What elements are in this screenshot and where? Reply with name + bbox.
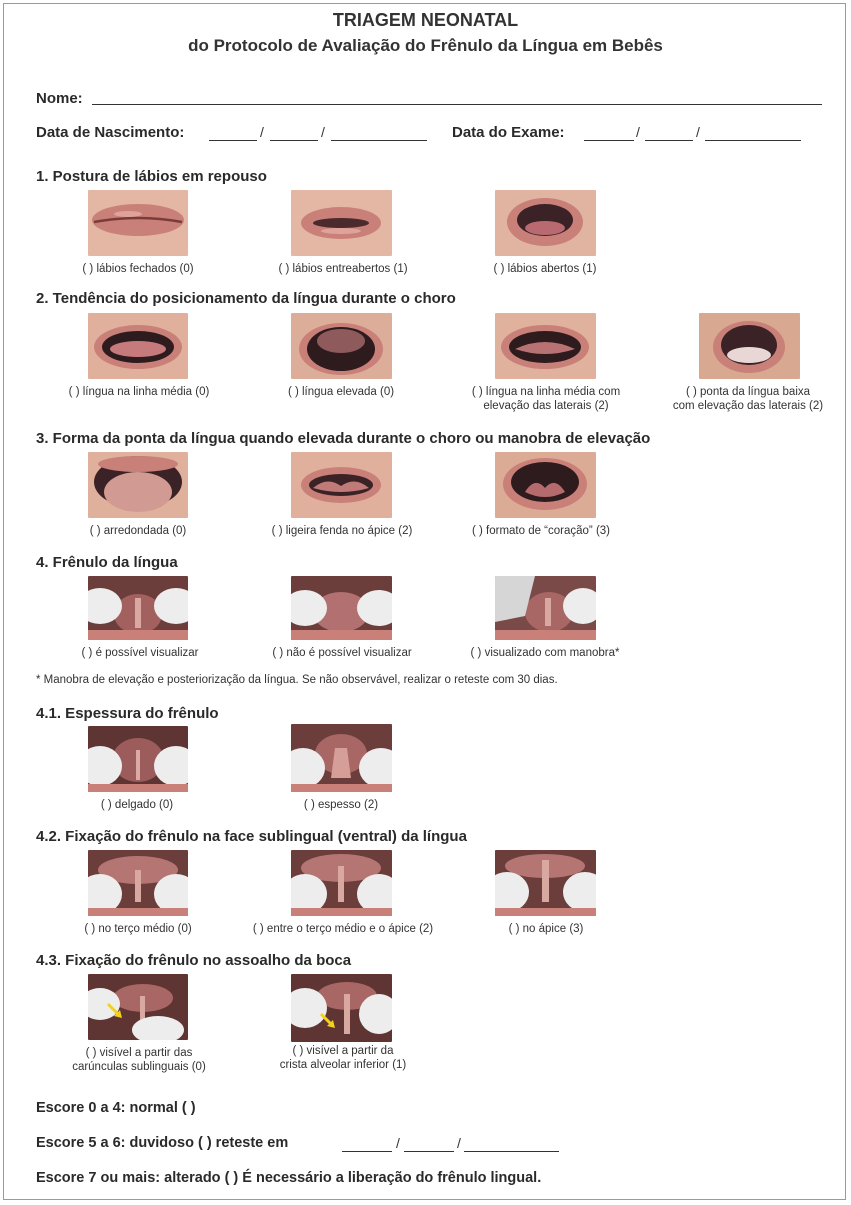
frenulum-visible-photo [88,576,188,640]
section-3-title: 3. Forma da ponta da língua quando elevada durante o choro ou manobra de elevação [36,430,651,447]
frenulum-not-visible-photo [291,576,392,640]
option-lips-parted[interactable]: ( ) lábios entreabertos (1) [278,263,408,275]
section-4-2-title: 4.2. Fixação do frênulo na face sublingual (ventral) da língua [36,828,467,845]
fixation-between-photo [291,850,392,916]
retest-year-field[interactable] [464,1151,559,1152]
retest-month-field[interactable] [404,1151,454,1152]
section-4-title: 4. Frênulo da língua [36,554,178,571]
tongue-tip-low-photo [699,313,800,379]
section-4-1-title: 4.1. Espessura do frênulo [36,705,219,722]
option-tongue-elevated[interactable]: ( ) língua elevada (0) [287,386,395,398]
tongue-lateral-elevation-photo [495,313,596,379]
option-floor-caruncles-line1[interactable]: ( ) visível a partir das [85,1047,193,1059]
name-field[interactable] [92,104,822,105]
date-separator: / [321,124,325,140]
section-1-title: 1. Postura de lábios em repouso [36,168,267,185]
frenulum-thin-photo [88,726,188,792]
form-title: TRIAGEM NEONATAL [332,10,519,30]
option-fixation-between[interactable]: ( ) entre o terço médio e o ápice (2) [252,923,434,935]
exam-day-field[interactable] [584,140,634,141]
date-separator: / [636,124,640,140]
option-tongue-midline[interactable]: ( ) língua na linha média (0) [68,386,210,398]
fixation-apex-photo [495,850,596,916]
exam-year-field[interactable] [705,140,801,141]
lips-closed-photo [88,190,188,256]
option-frenulum-thick[interactable]: ( ) espesso (2) [303,799,379,811]
option-tongue-lateral-line1[interactable]: ( ) língua na linha média com [471,386,621,398]
option-frenulum-thin[interactable]: ( ) delgado (0) [100,799,174,811]
option-frenulum-maneuver[interactable]: ( ) visualizado com manobra* [470,647,620,659]
floor-caruncles-photo [88,974,188,1040]
frenulum-maneuver-photo [495,576,596,640]
lips-parted-photo [291,190,392,256]
name-label: Nome: [36,90,83,107]
lips-open-photo [495,190,596,256]
option-lips-open[interactable]: ( ) lábios abertos (1) [493,263,597,275]
score-normal[interactable]: Escore 0 a 4: normal ( ) [36,1100,196,1116]
date-separator: / [260,124,264,140]
date-separator: / [696,124,700,140]
exam-month-field[interactable] [645,140,693,141]
score-doubtful[interactable]: Escore 5 a 6: duvidoso ( ) reteste em [36,1135,289,1151]
tongue-midline-photo [88,313,188,379]
frenulum-thick-photo [291,724,392,792]
section-4-3-title: 4.3. Fixação do frênulo no assoalho da boca [36,952,352,969]
option-tongue-tip-low-line1[interactable]: ( ) ponta da língua baixa [685,386,811,398]
birth-date-label: Data de Nascimento: [36,124,185,141]
option-tip-rounded[interactable]: ( ) arredondada (0) [89,525,187,537]
option-floor-caruncles-line2: carúnculas sublinguais (0) [72,1061,206,1073]
option-lips-closed[interactable]: ( ) lábios fechados (0) [82,263,194,275]
retest-day-field[interactable] [342,1151,392,1152]
option-tip-heart-shape[interactable]: ( ) formato de “coração” (3) [471,525,611,537]
floor-alveolar-crest-photo [291,974,392,1042]
option-tongue-tip-low-line2: com elevação das laterais (2) [672,400,824,412]
option-tip-slight-cleft[interactable]: ( ) ligeira fenda no ápice (2) [271,525,413,537]
birth-year-field[interactable] [331,140,427,141]
birth-day-field[interactable] [209,140,257,141]
maneuver-footnote: * Manobra de elevação e posteriorização da língua. Se não observável, realizar o reteste com 30 dias. [36,674,558,686]
section-2-title: 2. Tendência do posicionamento da língua durante o choro [36,290,456,307]
option-fixation-apex[interactable]: ( ) no ápice (3) [508,923,584,935]
form-subtitle: do Protocolo de Avaliação do Frênulo da Língua em Bebês [188,36,663,55]
option-floor-alveolar-line1[interactable]: ( ) visível a partir da [292,1045,394,1057]
option-frenulum-visible[interactable]: ( ) é possível visualizar [81,647,199,659]
option-fixation-middle-third[interactable]: ( ) no terço médio (0) [84,923,192,935]
birth-month-field[interactable] [270,140,318,141]
option-tongue-lateral-line2: elevação das laterais (2) [483,400,609,412]
score-altered[interactable]: Escore 7 ou mais: alterado ( ) É necessário a liberação do frênulo lingual. [36,1170,542,1186]
date-separator: / [457,1135,461,1151]
option-floor-alveolar-line2: crista alveolar inferior (1) [279,1059,407,1071]
tip-heart-shape-photo [495,452,596,518]
exam-date-label: Data do Exame: [452,124,565,141]
tip-slight-cleft-photo [291,452,392,518]
tip-rounded-photo [88,452,188,518]
fixation-middle-third-photo [88,850,188,916]
option-frenulum-not-visible[interactable]: ( ) não é possível visualizar [272,647,412,659]
date-separator: / [396,1135,400,1151]
tongue-elevated-photo [291,313,392,379]
